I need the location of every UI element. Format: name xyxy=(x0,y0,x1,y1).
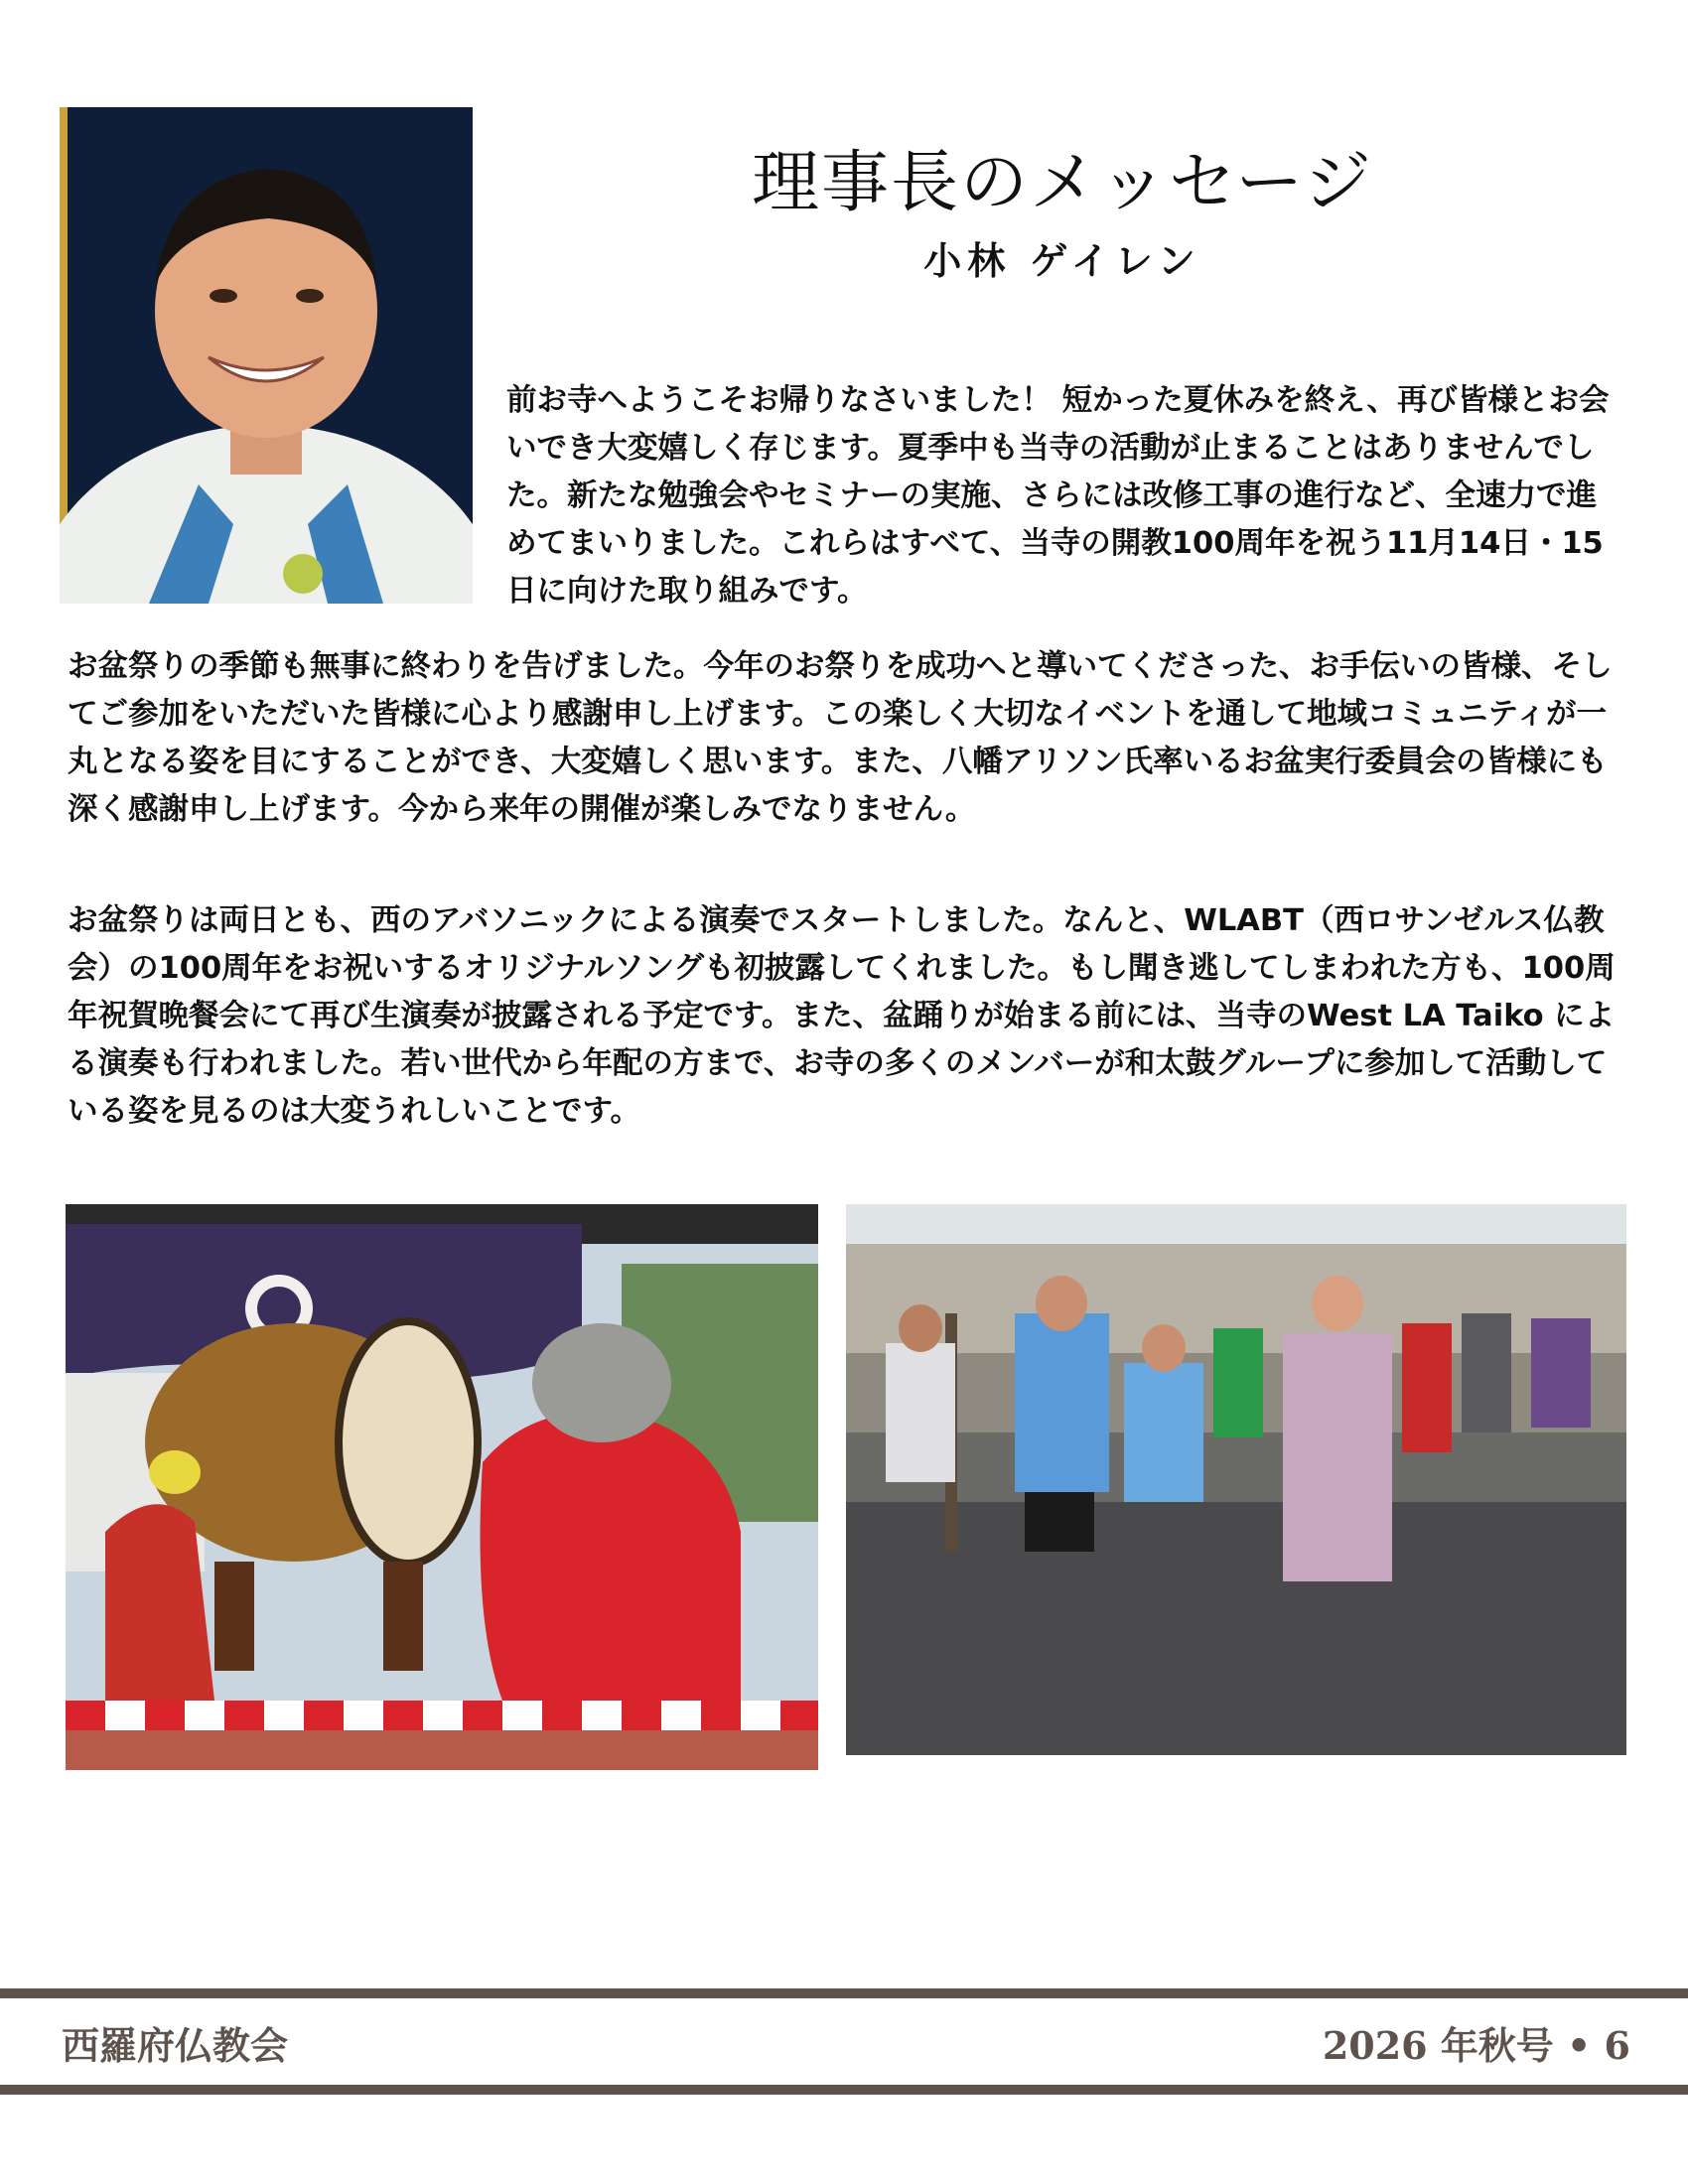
bon-odori-dancers-photo xyxy=(846,1204,1626,1755)
article-paragraph: お盆祭りの季節も無事に終わりを告げました。今年のお祭りを成功へと導いてくださった、お手伝いの皆様、そしてご参加をいただいた皆様に心より感謝申し上げます。この楽しく大切なイベントを通して地域コミュニティが一丸となる姿を目にすることができ、大変嬉しく思います。また、八幡アリソン氏率いるお盆実行委員会の皆様にも深く感謝申し上げます。今から来年の開催が楽しみでなりません。 xyxy=(68,649,1613,827)
article-paragraph: お盆祭りは両日とも、西のアバソニックによる演奏でスタートしました。なんと、WLABT（西ロサンゼルス仏教会）の100周年をお祝いするオリジナルソングも初披露してくれました。もし聞き逃してしまわれた方も、100周年祝賀晩餐会にて再び生演奏が披露される予定です。また、盆踊りが始まる前には、当寺のWest LA Taiko による演奏も行われました。若い世代から年配の方まで、お寺の多くのメンバーが和太鼓グループに参加して活動している姿を見るのは大変うれしいことです。 xyxy=(68,903,1616,1129)
footer-divider xyxy=(0,2085,1688,2095)
article-paragraph: 前お寺へようこそお帰りなさいました！ 短かった夏休みを終え、再び皆様とお会いでき大変嬉しく存じます。夏季中も当寺の活動が止まることはありませんでした。新たな勉強会やセミナーの実施、さらには改修工事の進行など、全速力で進めてまいりました。これらはすべて、当寺の開教100周年を祝う11月14日・15日に向けた取り組みです。 xyxy=(506,383,1610,609)
footer-divider xyxy=(0,1988,1688,1998)
article-title: 理事長のメッセージ xyxy=(752,144,1373,222)
footer-organization: 西羅府仏教会 xyxy=(62,2024,289,2068)
article-author: 小林 ゲイレン xyxy=(923,239,1201,283)
author-portrait xyxy=(60,107,473,604)
taiko-drum-photo xyxy=(66,1204,818,1770)
footer-issue-page: 2026 年秋号 • 6 xyxy=(1322,2023,1630,2068)
